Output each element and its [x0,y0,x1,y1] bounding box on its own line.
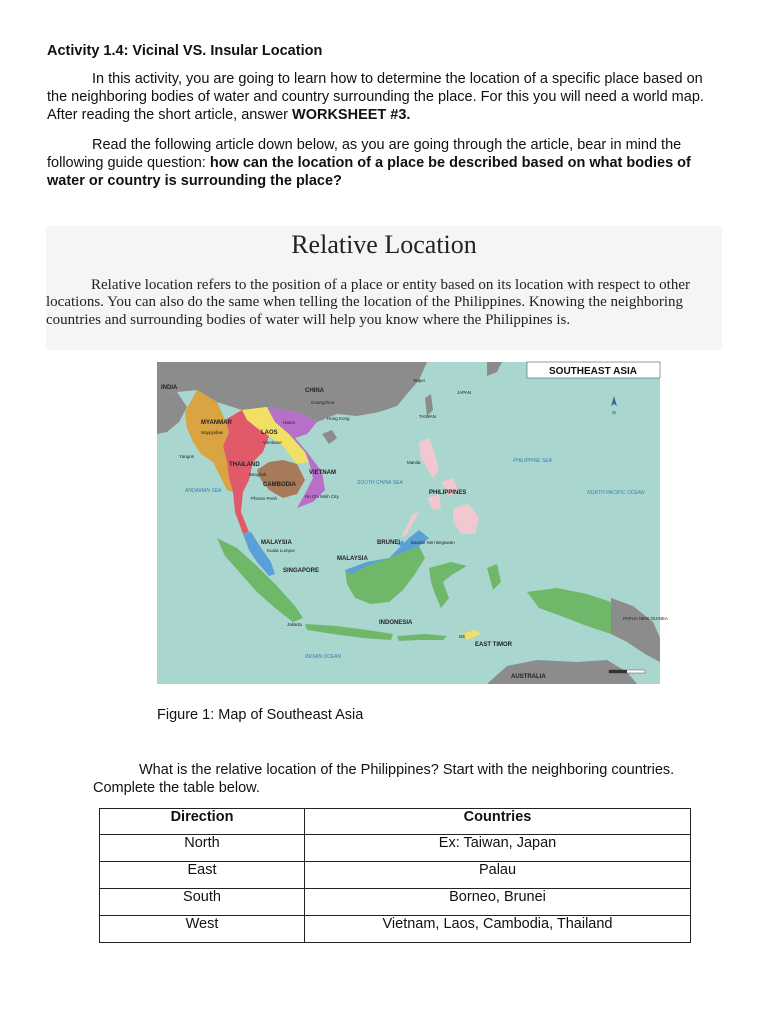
label-taipei: Taipei [413,378,425,383]
direction-cell: West [100,916,305,943]
scale-bar [609,670,645,673]
southeast-asia-map [157,362,668,684]
label-naypyidaw: Naypyidaw [201,430,224,435]
worksheet-reference: WORKSHEET #3. [292,107,411,123]
label-jakarta: Jakarta [287,622,302,627]
header-countries: Countries [305,809,691,835]
label-indian: INDIAN OCEAN [305,654,342,660]
intro-text: In this activity, you are going to learn how to determine the location of a specific place based on the neighboring bodies of water and country surrounding the place. For this you will need a world map. After reading the short article, answer [47,71,704,123]
label-manila: Manila [407,460,421,465]
label-bangkok: Bangkok [249,472,267,477]
label-singapore: SINGAPORE [283,568,320,574]
countries-cell[interactable]: Vietnam, Laos, Cambodia, Thailand [305,916,691,943]
label-japan: JAPAN [457,390,472,395]
direction-cell: North [100,835,305,862]
countries-cell[interactable]: Ex: Taiwan, Japan [305,835,691,862]
table-row [100,916,691,943]
label-vientiane: Vientiane [263,440,282,445]
label-myanmar: MYANMAR [201,420,232,426]
label-philippines: PHILIPPINES [429,490,467,496]
label-china: CHINA [305,388,324,394]
table-header-row [100,809,691,835]
guide-paragraph [47,136,707,190]
label-easttimor: EAST TIMOR [475,642,512,648]
label-hochiminh: Ho Chi Minh City [305,494,339,499]
map-title: SOUTHEAST ASIA [549,366,637,377]
table-row [100,862,691,889]
label-thailand: THAILAND [229,462,260,468]
relative-location-table [99,808,691,943]
label-yangon: Yangon [179,454,195,459]
label-kualalumpur: Kuala Lumpur [267,548,296,553]
countries-cell[interactable]: Borneo, Brunei [305,889,691,916]
question-text: What is the relative location of the Philippines? Start with the neighboring countries. Complete the table below. [93,762,675,796]
label-bandar: Bandar Seri Begawan [411,540,455,545]
label-india: INDIA [161,385,178,391]
label-malaysia2: MALAYSIA [337,556,368,562]
countries-cell[interactable]: Palau [305,862,691,889]
intro-paragraph [47,70,707,124]
header-direction: Direction [100,809,305,835]
direction-cell: South [100,889,305,916]
label-phnompenh: Phnom Penh [251,496,278,501]
label-cambodia: CAMBODIA [263,482,296,488]
table-row [100,889,691,916]
label-hanoi: Hanoi [283,420,295,425]
direction-cell: East [100,862,305,889]
label-australia: AUSTRALIA [511,674,546,680]
guide-text: Read the following article down below, as you are going through the article, bear in mind the following guide question: [47,137,682,171]
label-philsea: PHILIPPINE SEA [513,458,552,464]
table-row [100,835,691,862]
label-guangzhou: Guangzhou [311,400,335,405]
label-papua: PAPUA NEW GUINEA [623,616,668,621]
article-text: Relative location refers to the position of a place or entity based on its location with respect to other locations. You can also do the same when telling the location of the Philippines. Knowing the neighboring countries and surrounding bodies of water will help you know where the Philippines is. [46,277,690,328]
figure-caption: Figure 1: Map of Southeast Asia [157,707,364,723]
label-vietnam: VIETNAM [309,470,336,476]
label-andaman: ANDAMAN SEA [185,488,222,494]
guide-question: how can the location of a place be described based on what bodies of water or country is surrounding the place? [47,155,691,189]
label-hongkong: Hong Kong [327,416,350,421]
label-dili: Dili [459,634,466,639]
article-title: Relative Location [291,230,477,259]
label-indonesia: INDONESIA [379,620,413,626]
label-southchina: SOUTH CHINA SEA [357,480,403,486]
label-taiwan: TAIWAN [419,414,436,419]
label-laos: LAOS [261,430,278,436]
label-brunei: BRUNEI [377,540,401,546]
label-northpacific: NORTH PACIFIC OCEAN [587,490,645,496]
label-malaysia1: MALAYSIA [261,540,292,546]
svg-text:N: N [612,410,616,415]
activity-heading: Activity 1.4: Vicinal VS. Insular Location [47,43,323,59]
